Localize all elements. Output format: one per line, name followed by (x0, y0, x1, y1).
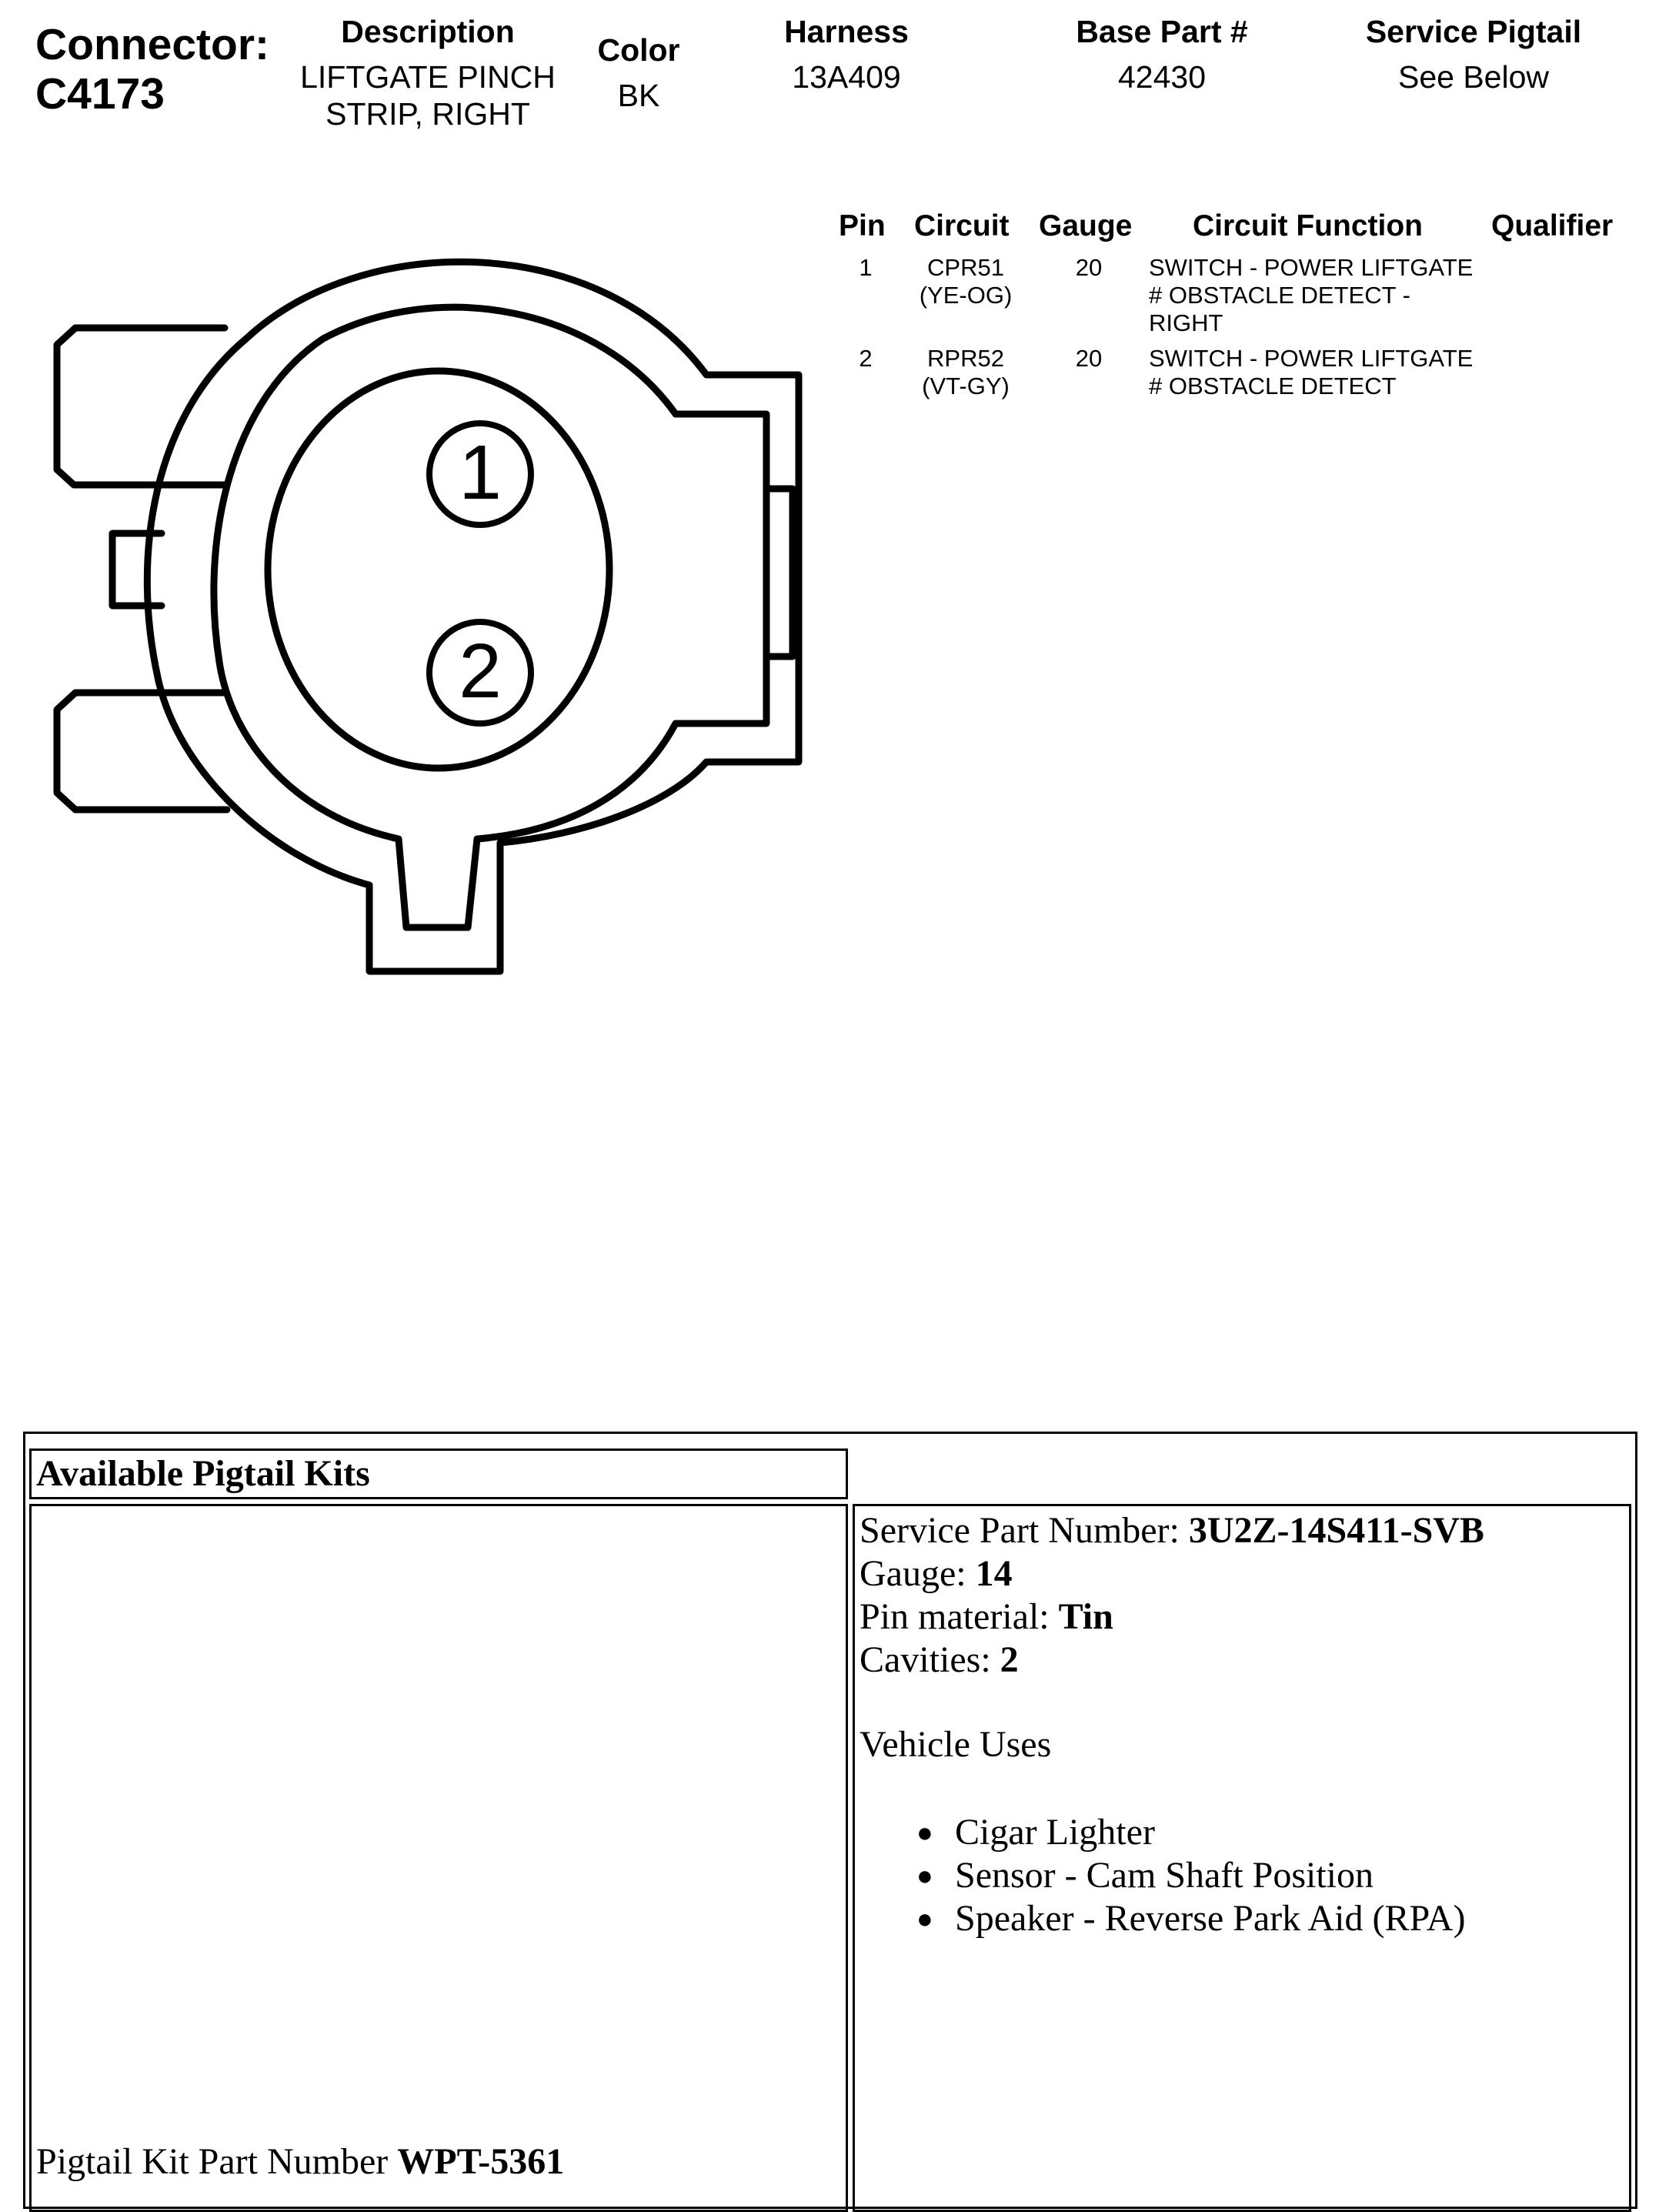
kit-part-label: Pigtail Kit Part Number (36, 2141, 398, 2182)
vehicle-uses-list (860, 1811, 1484, 1940)
pin-cavity-face (268, 371, 609, 768)
pin-column-header: Pin (839, 209, 886, 242)
circuit-function-line: SWITCH - POWER LIFTGATE (1149, 254, 1474, 281)
circuit-color: (YE-OG) (919, 282, 1013, 309)
circuit-function-column-header: Circuit Function (1193, 209, 1423, 242)
pin-1-label: 1 (459, 429, 502, 516)
circuit-column-header: Circuit (914, 209, 1010, 242)
bullet-icon: ● (916, 1860, 933, 1891)
circuit-code: RPR52 (927, 345, 1004, 372)
gauge-value: 20 (1075, 254, 1103, 281)
gauge-column-header: Gauge (1039, 209, 1133, 242)
bullet-icon: ● (916, 1817, 933, 1848)
pigtail-title-cell (29, 1448, 848, 1499)
circuit-function-line: # OBSTACLE DETECT - (1149, 282, 1410, 309)
qualifier-column-header: Qualifier (1491, 209, 1614, 242)
list-item (860, 1854, 1484, 1897)
pin-material-label: Pin material: (860, 1596, 1059, 1637)
service-part-label: Service Part Number: (860, 1510, 1189, 1551)
pigtail-title: Available Pigtail Kits (36, 1453, 370, 1494)
circuit-function-line: SWITCH - POWER LIFTGATE (1149, 345, 1474, 372)
left-tab (112, 533, 162, 606)
pigtail-gauge-value: 14 (975, 1553, 1013, 1594)
cavities-label: Cavities: (860, 1639, 1000, 1680)
vehicle-use: Sensor - Cam Shaft Position (955, 1855, 1374, 1896)
base-part-header: Base Part # (1076, 14, 1248, 49)
color-header: Color (597, 32, 680, 68)
service-part-value: 3U2Z-14S411-SVB (1188, 1510, 1484, 1551)
pigtail-details-cell (853, 1504, 1631, 2212)
latch-upper (57, 328, 227, 485)
service-pigtail-value: See Below (1397, 59, 1549, 95)
circuit-code: CPR51 (927, 254, 1004, 281)
list-item (860, 1811, 1484, 1854)
cavities (860, 1639, 1484, 1682)
cavities-value: 2 (1000, 1639, 1019, 1680)
base-part-value: 42430 (1117, 59, 1206, 95)
pigtail-kit-cell (29, 1504, 848, 2212)
circuit-function-line: # OBSTACLE DETECT (1149, 373, 1397, 399)
connector-label: Connector: (35, 20, 269, 69)
vehicle-uses-heading: Vehicle Uses (860, 1724, 1052, 1765)
description-line1: LIFTGATE PINCH (300, 59, 556, 95)
service-pigtail-header: Service Pigtail (1365, 14, 1582, 49)
pin-number: 2 (859, 345, 873, 372)
kit-part-value: WPT-5361 (397, 2141, 565, 2182)
color-value: BK (617, 78, 660, 113)
bullet-icon: ● (916, 1903, 933, 1934)
vehicle-use: Speaker - Reverse Park Aid (RPA) (955, 1898, 1466, 1939)
connector-face-diagram (0, 216, 831, 1001)
harness-value: 13A409 (792, 59, 901, 95)
connector-inner-rim (214, 307, 766, 927)
description-header: Description (341, 14, 515, 49)
circuit-color: (VT-GY) (922, 373, 1010, 399)
service-part-number (860, 1509, 1484, 1552)
vehicle-use: Cigar Lighter (955, 1812, 1155, 1853)
pin-material-value: Tin (1058, 1596, 1113, 1637)
pigtail-kit-part-number (36, 2140, 564, 2184)
gauge-value: 20 (1075, 345, 1103, 372)
latch-lower (57, 693, 227, 810)
pin-material (860, 1596, 1484, 1639)
pigtail-gauge-label: Gauge: (860, 1553, 976, 1594)
pigtail-gauge (860, 1552, 1484, 1596)
pin-number: 1 (859, 254, 873, 281)
right-key (766, 489, 793, 657)
circuit-function-line: RIGHT (1149, 309, 1223, 336)
harness-header: Harness (784, 14, 909, 49)
list-item (860, 1897, 1484, 1940)
pin-2-label: 2 (459, 628, 502, 714)
description-line2: STRIP, RIGHT (325, 96, 530, 132)
connector-id: C4173 (35, 69, 165, 119)
